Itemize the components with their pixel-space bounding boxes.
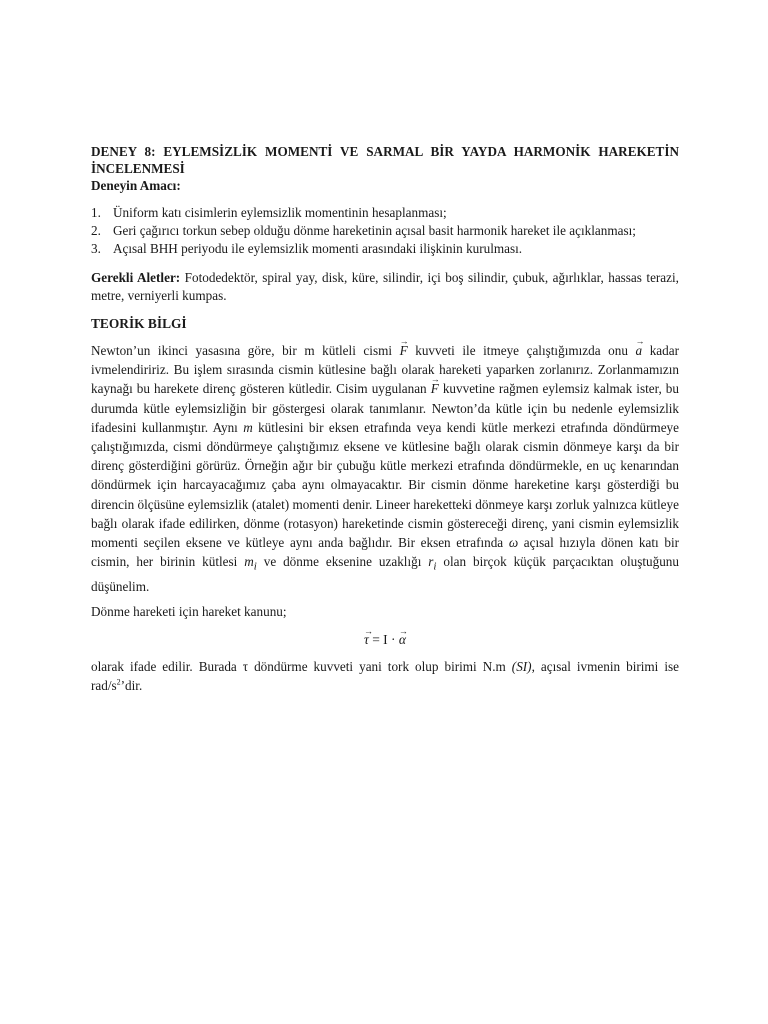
si-label: (SI) bbox=[511, 659, 532, 675]
aim-item bbox=[91, 222, 679, 240]
aim-text: Açısal BHH periyodu ile eylemsizlik momenti arasındaki ilişkinin kurulması. bbox=[113, 241, 523, 256]
torque-vector-symbol: → τ bbox=[364, 629, 369, 651]
equation-middle: = I · bbox=[368, 632, 399, 648]
theory-paragraph bbox=[91, 341, 679, 596]
text-run: kadar ivmelendiririz. Bu işlem sırasında cismin kütlesine bağlı olarak hareketi yaparken zorlanırız. Zorlanmamızın kaynağı bu harekete direnç gösteren kütledir. Cisim uygulanan bbox=[91, 343, 679, 397]
aim-item bbox=[91, 204, 679, 222]
text-run: ve dönme eksenine uzaklığı bbox=[256, 554, 429, 570]
aim-text: Geri çağırıcı torkun sebep olduğu dönme hareketinin açısal basit harmonik hareket ile açıklanması; bbox=[113, 223, 636, 238]
exponent: 2 bbox=[116, 678, 121, 688]
text-run: açısal hızıyla dönen katı bir cismin, her birinin kütlesi bbox=[91, 535, 679, 570]
text-run: kuvvetine rağmen eylemsiz kalmak ister, bu durumda kütle eylemsizliğin bir göstergesi olarak tanımlanır. Newton’da kütle için bu nedenle eylemsizlik ifadesini kullanmıştır. Aynı bbox=[91, 381, 679, 435]
aim-text: Üniform katı cisimlerin eylemsizlik momentinin hesaplanması; bbox=[113, 205, 447, 220]
aims-list bbox=[91, 204, 679, 258]
mass-symbol: m bbox=[243, 419, 253, 435]
text-run: Newton’un ikinci yasasına göre, bir m kütleli cismi bbox=[91, 343, 400, 358]
acceleration-vector-symbol: → a bbox=[636, 341, 643, 360]
mi-subscript: i bbox=[253, 560, 257, 573]
text-run: kuvveti ile itmeye çalıştığımızda onu bbox=[407, 343, 636, 358]
document-page bbox=[91, 143, 679, 695]
omega-symbol: ω bbox=[508, 535, 519, 551]
text-run: olarak ifade edilir. Burada τ döndürme kuvveti yani tork olup birimi N.m bbox=[91, 659, 512, 675]
required-tools bbox=[91, 269, 679, 305]
ri-base: r bbox=[428, 554, 434, 570]
mi-base: m bbox=[244, 554, 254, 570]
aim-number: 1. bbox=[91, 205, 101, 220]
text-run: , açısal ivmenin birimi ise rad/s bbox=[91, 659, 679, 694]
aim-number: 3. bbox=[91, 241, 101, 256]
text-run: olan birçok küçük parçacıktan oluştuğunu düşünelim. bbox=[91, 554, 679, 595]
angular-acceleration-vector-symbol: → α bbox=[399, 629, 406, 651]
mi-symbol bbox=[244, 554, 257, 573]
section-title: TEORİK BİLGİ bbox=[91, 316, 187, 331]
tools-label: Gerekli Aletler: bbox=[91, 270, 181, 285]
force-vector-symbol: → F bbox=[431, 379, 439, 398]
units-paragraph bbox=[91, 657, 679, 695]
text-run: ’dir. bbox=[120, 678, 143, 694]
aim-item bbox=[91, 240, 679, 258]
motion-law-paragraph: Dönme hareketi için hareket kanunu; bbox=[91, 604, 287, 620]
tools-text: Fotodedektör, spiral yay, disk, küre, silindir, içi boş silindir, çubuk, ağırlıklar, hassas terazi, metre, verniyerli kumpas. bbox=[91, 270, 679, 303]
document-title: DENEY 8: EYLEMSİZLİK MOMENTİ VE SARMAL BİR YAYDA HARMONİK HAREKETİN İNCELENMESİ bbox=[91, 144, 679, 176]
force-vector-symbol: → F bbox=[400, 341, 408, 360]
ri-subscript: i bbox=[433, 560, 437, 573]
aim-number: 2. bbox=[91, 223, 101, 238]
text-run: kütlesini bir eksen etrafında veya kendi kütle merkezi etrafında döndürmeye çalıştığımızda, cismi döndürmeye çalıştığımız eksene ve kütlesine bağlı olarak cismin dönmeye karşı da bir direnç gösterdiğini görürüz. Örneğin ağır bir çubuğu kütle merkezi etrafında döndürmekle, en uç kenarından döndürmek için harcayacağımız çaba aynı olmayacaktır. Bir cismin dönme hareketine karşı gösterdiği bu direncin ölçüsüne eylemsizlik (atalet) momenti denir. Lineer hareketteki dönmeye karşı zorluk yalnızca kütleye bağlı olarak ifade edilirken, dönme (rotasyon) hareketinde cismin göstereceği direnç, yani cismin eylemsizlik momenti seçilen eksene ve kütleye aynı anda bağlıdır. Bir eksen etrafında bbox=[91, 419, 679, 551]
torque-equation bbox=[91, 629, 679, 651]
aim-heading: Deneyin Amacı: bbox=[91, 178, 181, 193]
